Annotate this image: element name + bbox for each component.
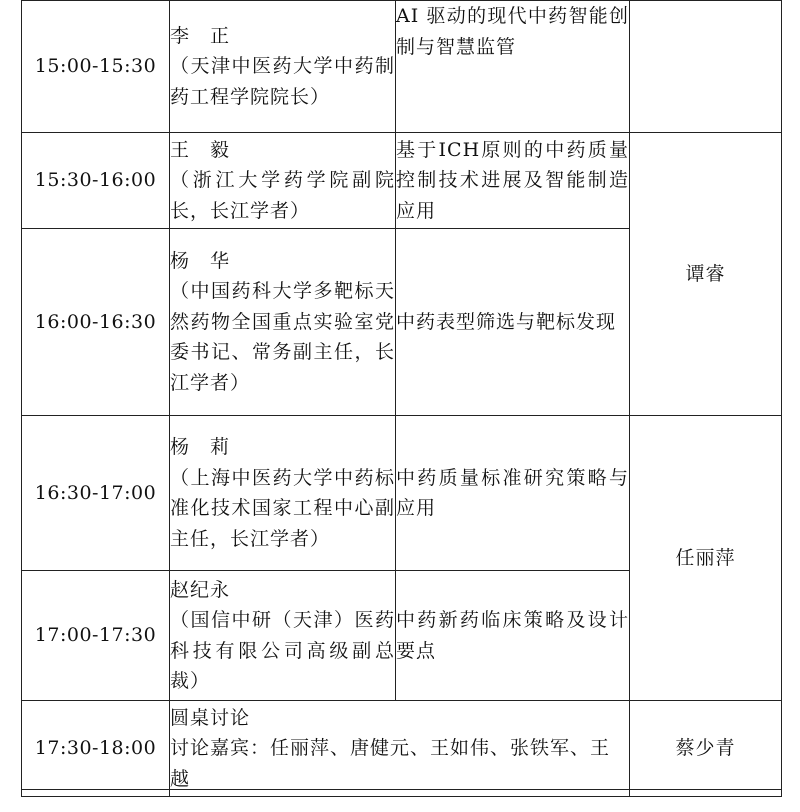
schedule-table: [21, 0, 782, 797]
time-slot: 16:30-17:00: [22, 416, 170, 571]
time-slot: 15:30-16:00: [22, 133, 170, 229]
speaker-affiliation: （上海中医药大学中药标准化技术国家工程中心副主任，长江学者）: [170, 466, 395, 550]
host-cell: 任丽萍: [630, 416, 782, 701]
time-slot: 16:00-16:30: [22, 229, 170, 416]
page-bottom-rule: [21, 789, 781, 790]
speaker-name: 赵纪永: [170, 578, 231, 601]
speaker-cell: [170, 416, 396, 571]
speaker-affiliation: （浙江大学药学院副院长，长江学者）: [170, 169, 395, 222]
time-slot: 17:30-18:00: [22, 701, 170, 797]
speaker-affiliation: （中国药科大学多靶标天然药物全国重点实验室党委书记、常务副主任，长江学者）: [170, 280, 395, 394]
speaker-cell: [170, 571, 396, 701]
speaker-cell: [170, 229, 396, 416]
host-cell: [630, 1, 782, 133]
table-row: [22, 1, 782, 133]
talk-topic: 中药新药临床策略及设计要点: [396, 571, 630, 701]
talk-topic: 中药质量标准研究策略与应用: [396, 416, 630, 571]
speaker-affiliation: （天津中医药大学中药制药工程学院院长）: [170, 55, 395, 108]
speaker-cell: [170, 133, 396, 229]
round-table-guests: 讨论嘉宾：任丽萍、唐健元、王如伟、张铁军、王越: [170, 737, 611, 790]
host-cell: 蔡少青: [630, 701, 782, 797]
speaker-name: 王 毅: [170, 138, 231, 161]
talk-topic: 基于ICH原则的中药质量控制技术进展及智能制造应用: [396, 133, 630, 229]
round-table-cell: [170, 701, 630, 797]
round-table-title: 圆桌讨论: [170, 706, 251, 729]
speaker-name: 李 正: [170, 24, 231, 47]
time-slot: 15:00-15:30: [22, 1, 170, 133]
round-table-row: [22, 701, 782, 797]
talk-topic: AI 驱动的现代中药智能创制与智慧监管: [396, 1, 630, 133]
speaker-cell: [170, 1, 396, 133]
talk-topic: 中药表型筛选与靶标发现: [396, 229, 630, 416]
time-slot: 17:00-17:30: [22, 571, 170, 701]
speaker-name: 杨 莉: [170, 436, 231, 458]
host-cell: 谭睿: [630, 133, 782, 416]
speaker-affiliation: （国信中研（天津）医药科技有限公司高级副总裁）: [170, 609, 395, 692]
speaker-name: 杨 华: [170, 249, 231, 272]
table-row: [22, 416, 782, 571]
table-row: [22, 133, 782, 229]
